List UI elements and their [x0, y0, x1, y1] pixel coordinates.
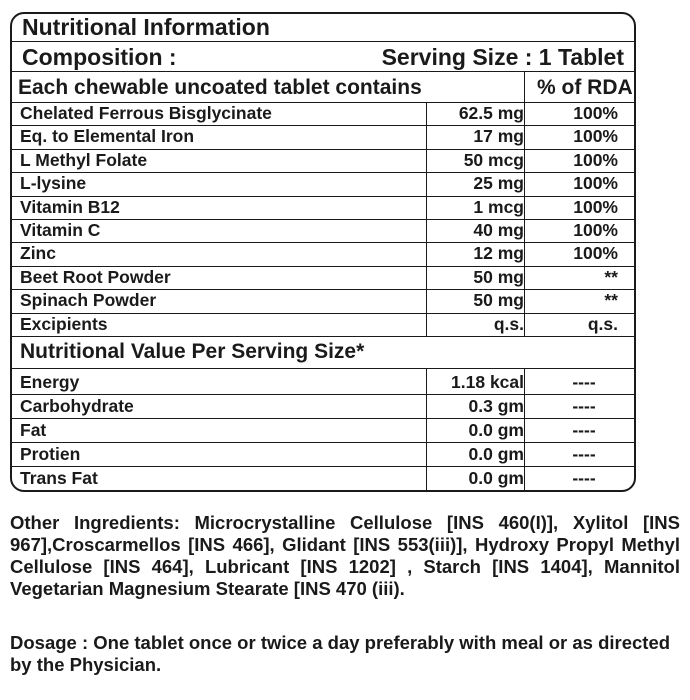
table-row [12, 466, 634, 490]
ingredient-name: Excipients [20, 313, 108, 334]
row-divider [12, 313, 636, 314]
ingredient-amount: 50 mg [473, 266, 524, 287]
row-divider [12, 149, 636, 150]
ingredient-name: L-lysine [20, 173, 87, 194]
composition-table-heading: Each chewable uncoated tablet contains [18, 76, 422, 99]
ingredient-rda: 100% [573, 196, 618, 217]
nutrient-amount: 1.18 kcal [451, 372, 524, 392]
ingredient-name: Vitamin B12 [20, 196, 120, 217]
nutrient-name: Carbohydrate [20, 396, 134, 416]
column-divider [426, 102, 427, 336]
row-divider [12, 289, 636, 290]
nutrient-amount: 0.0 gm [468, 468, 524, 488]
row-divider [12, 266, 636, 267]
nutrient-amount: 0.3 gm [468, 396, 524, 416]
nutrient-rda: ---- [572, 396, 596, 416]
ingredient-rda: 100% [573, 103, 618, 123]
nutrient-name: Protien [20, 444, 81, 464]
ingredient-rda: 100% [573, 126, 618, 147]
ingredient-name: Beet Root Powder [20, 266, 171, 287]
table-row [12, 289, 634, 312]
ingredient-amount: 17 mg [473, 126, 524, 147]
column-divider [524, 368, 525, 490]
table-row [12, 196, 634, 219]
ingredient-name: Eq. to Elemental Iron [20, 126, 195, 147]
table-row [12, 242, 634, 265]
divider [12, 71, 636, 72]
nutrient-rda: ---- [572, 444, 596, 464]
row-divider [12, 196, 636, 197]
nutrient-amount: 0.0 gm [468, 444, 524, 464]
nutrient-rda: ---- [572, 420, 596, 440]
nutrient-name: Trans Fat [20, 468, 98, 488]
composition-label: Composition : [22, 44, 177, 70]
row-divider [12, 172, 636, 173]
nutrient-rda: ---- [572, 372, 596, 392]
ingredient-rda: 100% [573, 243, 618, 264]
ingredient-name: L Methyl Folate [20, 149, 148, 170]
ingredient-amount: 50 mcg [463, 149, 524, 170]
ingredient-rda: 100% [573, 173, 618, 194]
ingredient-amount: 25 mg [473, 173, 524, 194]
ingredient-name: Zinc [20, 243, 56, 264]
nutrient-name: Fat [20, 420, 47, 440]
table-row [12, 394, 634, 418]
ingredient-rda: 100% [573, 149, 618, 170]
nutrient-name: Energy [20, 372, 80, 392]
ingredient-amount: 40 mg [473, 220, 524, 240]
row-divider [12, 242, 636, 243]
ingredient-rda: ** [604, 290, 618, 311]
row-divider [12, 442, 636, 443]
table-row [12, 172, 634, 195]
table-row [12, 266, 634, 289]
row-divider [12, 418, 636, 419]
serving-size: Serving Size : 1 Tablet [381, 44, 624, 70]
ingredient-amount: 12 mg [473, 243, 524, 264]
table-row [12, 442, 634, 466]
table-row [12, 149, 634, 172]
divider [12, 368, 636, 369]
table-row [12, 102, 634, 125]
nutrition-table-heading: Nutritional Value Per Serving Size* [20, 340, 365, 363]
nutrient-amount: 0.0 gm [468, 420, 524, 440]
table-row [12, 418, 634, 442]
nutrient-rda: ---- [572, 468, 596, 488]
dosage-instructions: Dosage : One tablet once or twice a day preferably with meal or as directed by the Physician. [10, 632, 671, 675]
ingredient-rda: 100% [573, 220, 618, 240]
divider [12, 41, 636, 42]
divider [12, 336, 636, 337]
row-divider [12, 394, 636, 395]
ingredient-amount: q.s. [493, 313, 524, 334]
ingredient-name: Chelated Ferrous Bisglycinate [20, 103, 272, 123]
column-divider [524, 72, 525, 336]
ingredient-name: Vitamin C [20, 220, 101, 240]
ingredient-amount: 1 mcg [473, 196, 524, 217]
row-divider [12, 219, 636, 220]
column-divider [426, 368, 427, 490]
page-title: Nutritional Information [22, 14, 270, 40]
table-row [12, 313, 634, 336]
table-row [12, 219, 634, 242]
ingredient-rda: ** [604, 266, 618, 287]
ingredient-rda: q.s. [587, 313, 618, 334]
rda-heading: % of RDA [537, 76, 633, 99]
ingredient-name: Spinach Powder [20, 290, 157, 311]
table-row [12, 370, 634, 394]
row-divider [12, 125, 636, 126]
ingredient-amount: 50 mg [473, 290, 524, 311]
ingredient-amount: 62.5 mg [458, 103, 524, 123]
table-row [12, 125, 634, 148]
other-ingredients: Other Ingredients: Microcrystalline Cellulose [INS 460(I)], Xylitol [INS 967],Croscarmellos [INS 466], Glidant [INS 553(iii)], Hydroxy Propyl Methyl Cellulose [INS 464], Lubricant [INS 1202] , Starch [INS 1404], Mannitol Vegetarian Magnesium Stearate [INS 470 (iii). [10, 512, 680, 599]
row-divider [12, 466, 636, 467]
